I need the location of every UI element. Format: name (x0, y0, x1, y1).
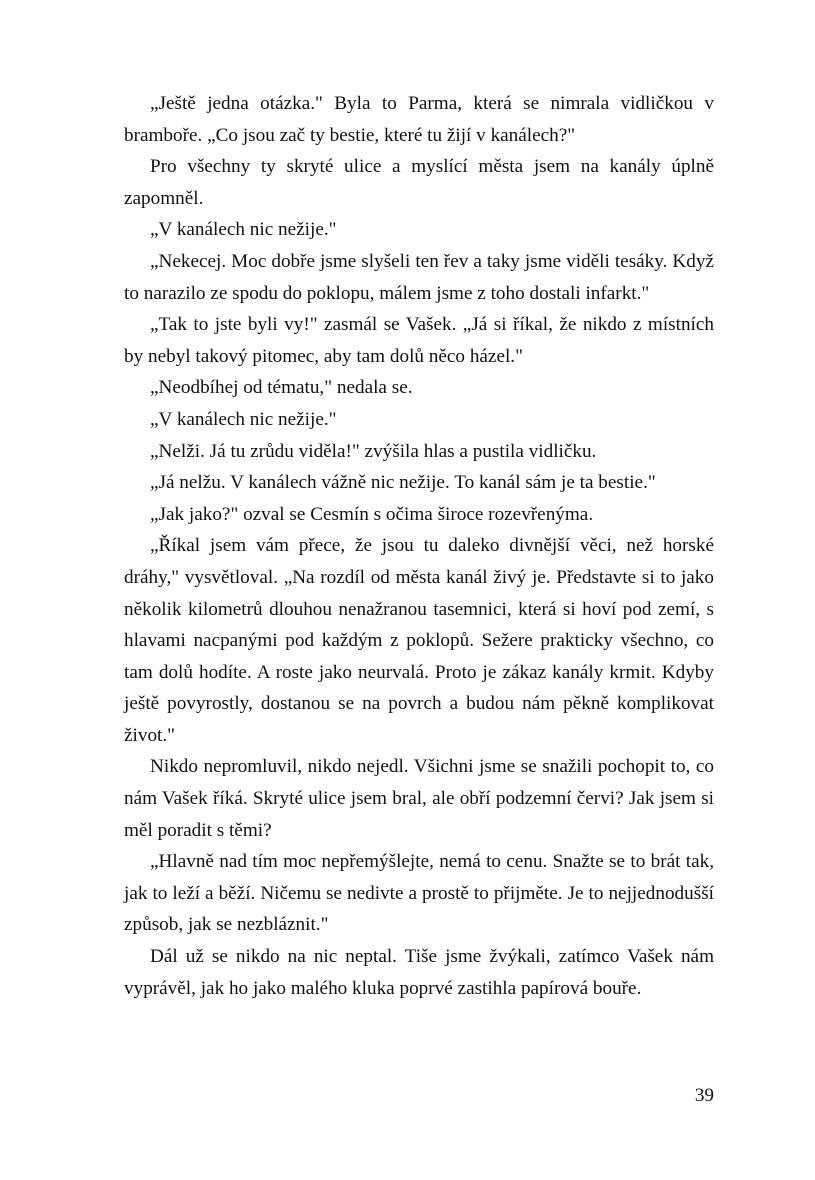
paragraph: Nikdo nepromluvil, nikdo nejedl. Všichni jsme se snažili pochopit to, co nám Vašek říká. Skryté ulice jsem bral, ale obří podzemní červi? Jak jsem si měl poradit s těmi? (124, 756, 714, 841)
paragraph: „Jak jako?" ozval se Cesmín s očima široce rozevřenýma. (150, 503, 594, 525)
page-number: 39 (694, 1085, 714, 1106)
paragraph: „Tak to jste byli vy!" zasmál se Vašek. „Já si říkal, že nikdo z místních by nebyl takový pitomec, aby tam dolů něco házel." (124, 314, 714, 367)
paragraph: Pro všechny ty skryté ulice a myslící města jsem na kanály úplně zapomněl. (124, 156, 714, 209)
paragraph: „Ještě jedna otázka." Byla to Parma, která se nimrala vidličkou v bramboře. „Co jsou zač ty bestie, které tu žijí v kanálech?" (124, 93, 714, 146)
paragraph: „Já nelžu. V kanálech vážně nic nežije. To kanál sám je ta bestie." (150, 472, 656, 494)
paragraph: „Říkal jsem vám přece, že jsou tu daleko divnější věci, než horské dráhy," vysvětloval. „Na rozdíl od města kanál živý je. Představte si to jako několik kilometrů dlouhou nenažranou tasemnici, která si hoví pod zemí, s hlavami nacpanými pod každým z poklopů. Sežere prakticky všechno, co tam dolů hodíte. A roste jako neurvalá. Proto je zákaz kanály krmit. Kdyby ještě povyrostly, dostanou se na povrch a budou nám pěkně komplikovat život." (124, 535, 714, 746)
paragraph: „Nekecej. Moc dobře jsme slyšeli ten řev a taky jsme viděli tesáky. Když to narazilo ze spodu do poklopu, málem jsme z toho dostali infarkt." (124, 250, 714, 304)
paragraph: „Hlavně nad tím moc nepřemýšlejte, nemá to cenu. Snažte se to brát tak, jak to leží a běží. Ničemu se nedivte a prostě to přijměte. Je to nejjednodušší způsob, jak se nezbláznit." (124, 851, 714, 936)
paragraph: „V kanálech nic nežije." (150, 408, 337, 430)
paragraph: „Neodbíhej od tématu," nedala se. (150, 377, 413, 399)
paragraph: „Nelži. Já tu zrůdu viděla!" zvýšila hlas a pustila vidličku. (150, 440, 597, 462)
body-text-column (124, 88, 714, 1004)
paragraph: „V kanálech nic nežije." (150, 219, 337, 241)
paragraph: Dál už se nikdo na nic neptal. Tiše jsme žvýkali, zatímco Vašek nám vyprávěl, jak ho jako malého kluka poprvé zastihla papírová bouře. (124, 946, 714, 999)
